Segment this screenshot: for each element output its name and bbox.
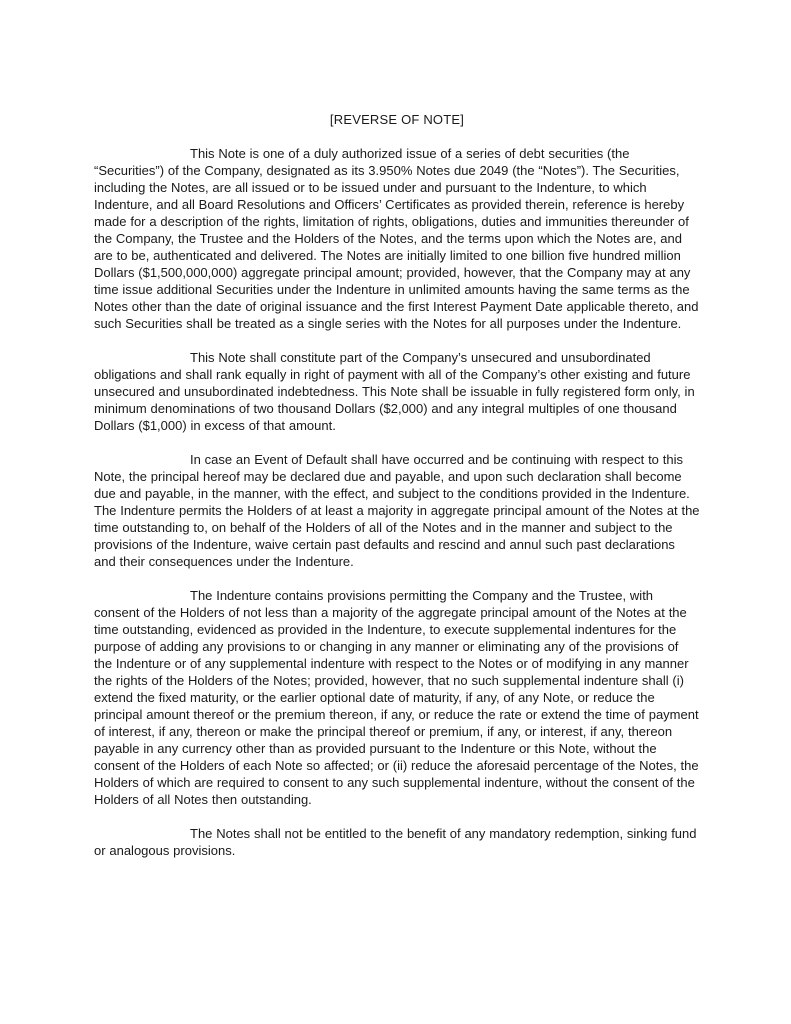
document-title: [REVERSE OF NOTE] [329,112,465,127]
paragraph-4: The Indenture contains provisions permitting the Company and the Trustee, with consent of the Holders of not less than a majority of the aggregate principal amount of the Notes at the time outstanding, evidenced as provided in the Indenture, to execute supplemental indentures for the purpose of adding any provisions to or changing in any manner or eliminating any of the provisions of the Indenture or of any supplemental indenture with respect to the Notes or of modifying in any manner the rights of the Holders of the Notes; provided, however, that no such supplemental indenture shall (i) extend the fixed maturity, or the earlier optional date of maturity, if any, of any Note, or reduce the principal amount thereof or the premium thereon, if any, or reduce the rate or extend the time of payment of interest, if any, thereon or make the principal thereof or premium, if any, or interest, if any, thereon payable in any currency other than as provided pursuant to the Indenture or this Note, without the consent of the Holders of each Note so affected; or (ii) reduce the aforesaid percentage of the Notes, the Holders of which are required to consent to any such supplemental indenture, without the consent of the Holders of all Notes then outstanding. [94,588,699,807]
paragraph-1: This Note is one of a duly authorized issue of a series of debt securities (the “Securities”) of the Company, designated as its 3.950% Notes due 2049 (the “Notes”). The Securities, including the Notes, are all issued or to be issued under and pursuant to the Indenture, to which Indenture, and all Board Resolutions and Officers’ Certificates as provided therein, reference is hereby made for a description of the rights, limitation of rights, obligations, duties and immunities thereunder of the Company, the Trustee and the Holders of the Notes, and the terms upon which the Notes are, and are to be, authenticated and delivered. The Notes are initially limited to one billion five hundred million Dollars ($1,500,000,000) aggregate principal amount; provided, however, that the Company may at any time issue additional Securities under the Indenture in unlimited amounts having the same terms as the Notes other than the date of original issuance and the first Interest Payment Date applicable thereto, and such Securities shall be treated as a single series with the Notes for all purposes under the Indenture. [94,146,699,331]
document-content [94,112,700,876]
paragraph-5: The Notes shall not be entitled to the benefit of any mandatory redemption, sinking fund or analogous provisions. [94,826,697,858]
paragraph-3: In case an Event of Default shall have occurred and be continuing with respect to this Note, the principal hereof may be declared due and payable, and upon such declaration shall become due and payable, in the manner, with the effect, and subject to the conditions provided in the Indenture. The Indenture permits the Holders of at least a majority in aggregate principal amount of the Notes at the time outstanding to, on behalf of the Holders of all of the Notes and in the manner and subject to the provisions of the Indenture, waive certain past defaults and rescind and annul such past declarations and their consequences under the Indenture. [94,452,700,569]
paragraph-2: This Note shall constitute part of the Company’s unsecured and unsubordinated obligations and shall rank equally in right of payment with all of the Company’s other existing and future unsecured and unsubordinated indebtedness. This Note shall be issuable in fully registered form only, in minimum denominations of two thousand Dollars ($2,000) and any integral multiples of one thousand Dollars ($1,000) in excess of that amount. [94,350,695,433]
